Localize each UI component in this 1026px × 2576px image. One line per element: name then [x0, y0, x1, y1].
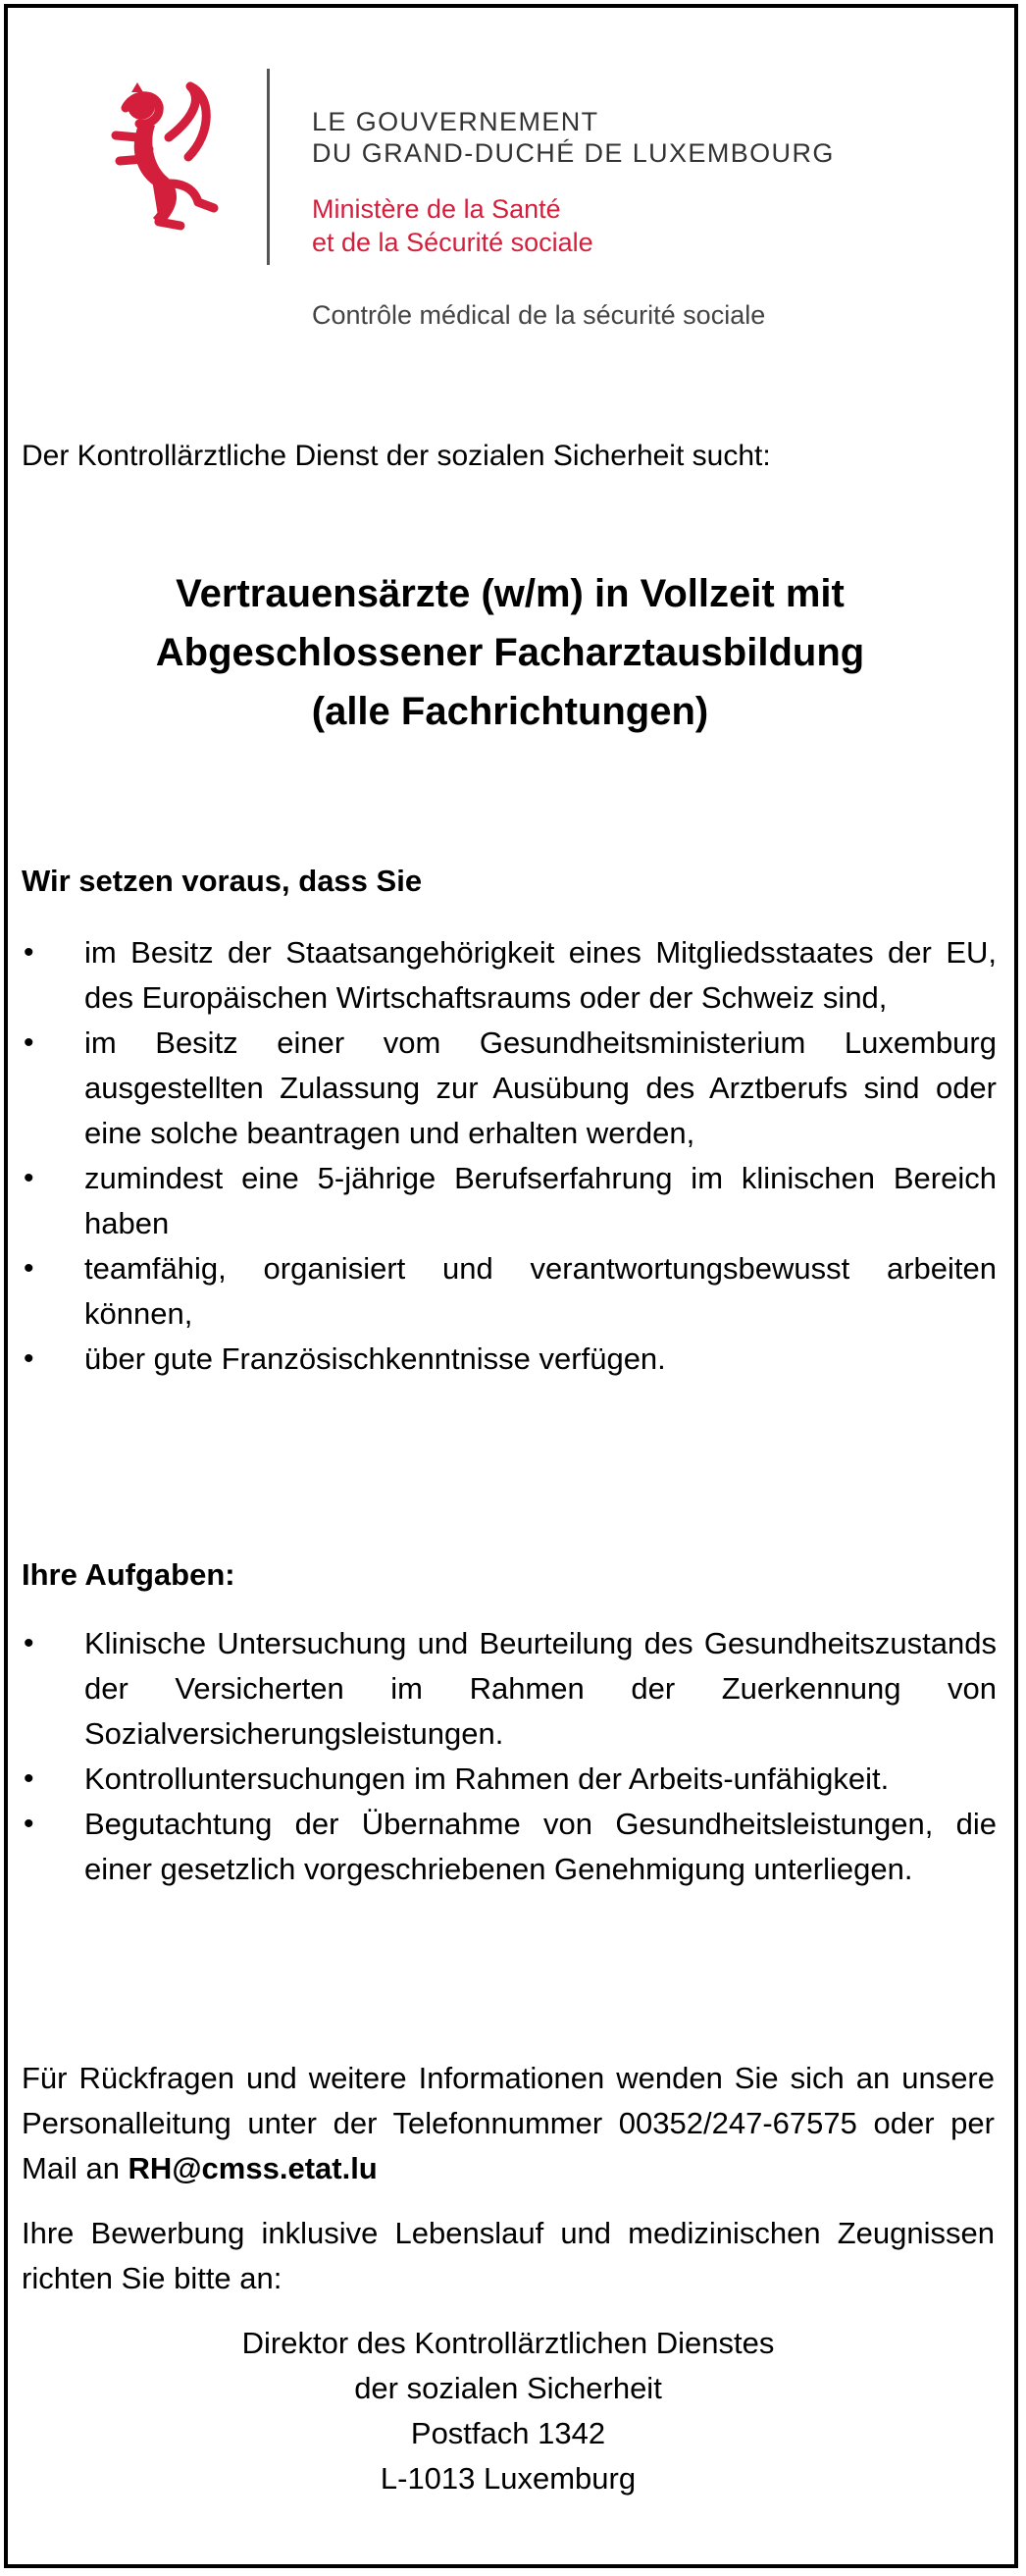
ministry-name	[312, 192, 593, 259]
address-line-4: L-1013 Luxemburg	[380, 2461, 637, 2496]
list-item: • im Besitz der Staatsangehörigkeit eines Mitgliedsstaates der EU, des Europäischen Wirtschaftsraums oder der Schweiz sind,	[24, 935, 997, 1015]
list-item: • Kontrolluntersuchungen im Rahmen der Arbeits-unfähigkeit.	[24, 1761, 890, 1796]
job-title-line-1: Vertrauensärzte (w/m) in Vollzeit mit	[176, 572, 845, 615]
red-lion-icon	[104, 79, 231, 236]
intro-text: Der Kontrollärztliche Dienst der sozialen Sicherheit sucht:	[22, 440, 771, 472]
address-line-3: Postfach 1342	[410, 2416, 606, 2450]
tasks-heading: Ihre Aufgaben:	[22, 1557, 235, 1592]
job-title-line-3: (alle Fachrichtungen)	[311, 690, 709, 733]
requirements-heading: Wir setzen voraus, dass Sie	[22, 864, 423, 898]
contact-paragraph	[22, 2056, 995, 2191]
address-line-1: Direktor des Kontrollärztlichen Dienstes	[241, 2326, 775, 2360]
list-item: • Begutachtung der Übernahme von Gesundheitsleistungen, die einer gesetzlich vorgeschriebenen Genehmigung unterliegen.	[24, 1807, 997, 1886]
contact-email[interactable]: RH@cmss.etat.lu	[128, 2151, 378, 2185]
contact-text: Für Rückfragen und weitere Informationen wenden Sie sich an unsere Personalleitung unter der Telefonnummer 00352/247-67575 oder per Mail an	[22, 2061, 995, 2185]
list-item: • teamfähig, organisiert und verantwortungsbewusst arbeiten können,	[24, 1251, 997, 1331]
list-item: • über gute Französischkenntnisse verfügen.	[24, 1341, 666, 1376]
list-item: • Klinische Untersuchung und Beurteilung des Gesundheitszustands der Versicherten im Rahmen der Zuerkennung von Sozialversicherungsleistungen.	[24, 1626, 997, 1751]
gov-line-1: LE GOUVERNEMENT	[312, 107, 599, 136]
ministry-line-1: Ministère de la Santé	[312, 194, 561, 224]
government-name	[312, 106, 835, 169]
list-item: • zumindest eine 5-jährige Berufserfahrung im klinischen Bereich haben	[24, 1161, 997, 1240]
header-divider	[267, 69, 270, 265]
job-title	[22, 564, 999, 741]
ministry-line-2: et de la Sécurité sociale	[312, 228, 593, 257]
gov-line-2: DU GRAND-DUCHÉ DE LUXEMBOURG	[312, 138, 835, 168]
job-title-line-2: Abgeschlossener Facharztausbildung	[155, 631, 865, 674]
application-paragraph: Ihre Bewerbung inklusive Lebenslauf und medizinischen Zeugnissen richten Sie bitte an:	[22, 2216, 995, 2295]
requirements-list	[22, 930, 997, 1382]
postal-address	[22, 2321, 995, 2501]
list-item: • im Besitz einer vom Gesundheitsministerium Luxemburg ausgestellten Zulassung zur Ausübung des Arztberufs sind oder eine solche beantragen und erhalten werden,	[24, 1025, 997, 1150]
department-name: Contrôle médical de la sécurité sociale	[312, 300, 766, 330]
tasks-list	[22, 1621, 997, 1892]
address-line-2: der sozialen Sicherheit	[354, 2371, 662, 2405]
